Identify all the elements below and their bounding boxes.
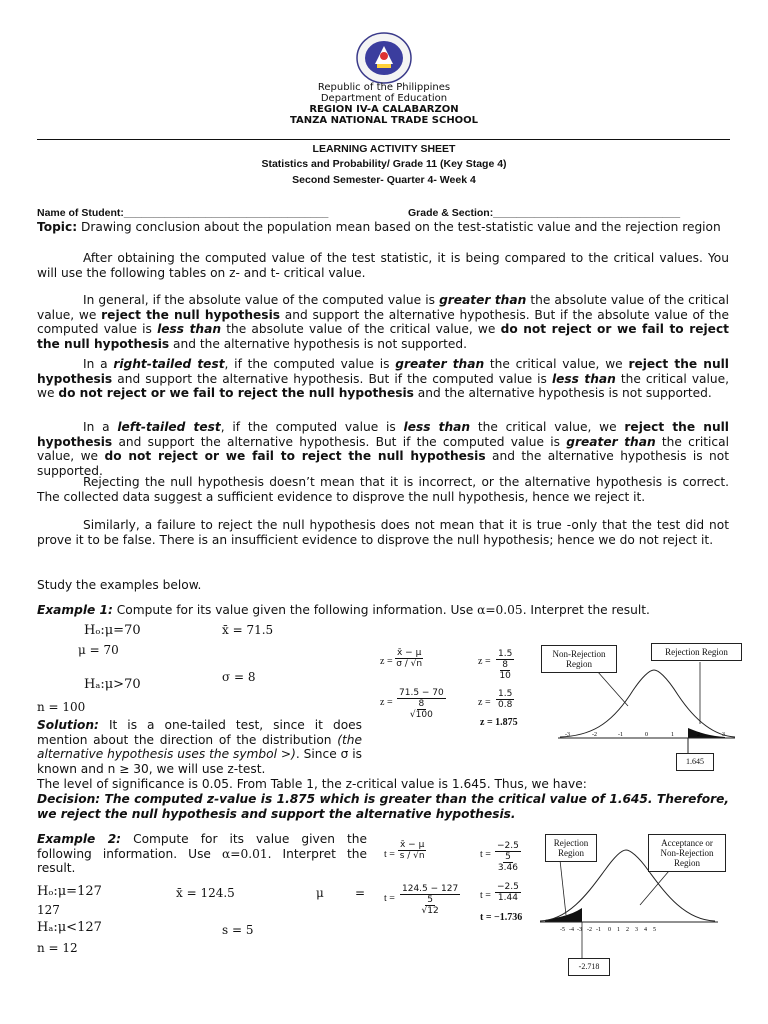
svg-text:0: 0	[645, 732, 648, 738]
svg-text:1: 1	[617, 927, 620, 933]
svg-text:1: 1	[671, 732, 674, 738]
example2-mu-symbol: μ	[316, 886, 324, 900]
ex1-formula-step1: $\frac{1.5}{\frac{8}{10}}$	[498, 649, 513, 681]
svg-text:3: 3	[722, 732, 725, 738]
ex1-z-label-4: z =	[478, 697, 491, 708]
example2-ha: Hₐ:μ<127	[37, 920, 102, 935]
svg-text:-1: -1	[596, 927, 601, 933]
ex2-t-label-3: t =	[480, 849, 491, 860]
ex2-t-label-1: t =	[384, 849, 395, 860]
deped-seal	[355, 32, 413, 84]
ex2-axis-ticks	[560, 927, 656, 933]
ex1-z-label-3: z =	[478, 656, 491, 667]
sheet-title: LEARNING ACTIVITY SHEET	[312, 143, 456, 155]
ex1-z-label-2: z =	[380, 697, 393, 708]
ex1-formula-substituted: $\frac{71.5 - 70}{\frac{8}{√100}}$	[399, 688, 444, 720]
example1-sigma: σ = 8	[222, 670, 256, 684]
svg-text:5: 5	[653, 927, 656, 933]
topic-text: Drawing conclusion about the population mean based on the test-statistic value and the rejection region	[77, 220, 721, 234]
intro-paragraph	[37, 251, 729, 280]
example2-prompt: Example 2: Compute for its value given the following information. Use α=0.01. Interpret the result.	[37, 832, 367, 875]
example1-ha: Hₐ:μ>70	[84, 677, 141, 692]
example1-n: n = 100	[37, 700, 86, 714]
example2-mu-value: 127	[37, 903, 60, 917]
sheet-quarter: Second Semester- Quarter 4- Week 4	[292, 174, 476, 186]
study-examples: Study the examples below.	[37, 578, 202, 592]
ex1-z-label-1: z =	[380, 656, 393, 667]
svg-text:-4: -4	[569, 927, 574, 933]
ex2-formula-general: $\frac{x̄ - \mu}{s / √n}$	[399, 840, 425, 861]
topic-paragraph	[37, 220, 729, 235]
example1-solution: Solution: It is a one-tailed test, since it does mention about the direction of the distribution (the alternative hypothesis uses the symbol >). Since σ is known and n ≥ 30, we will use z-test.	[37, 718, 362, 776]
svg-text:3: 3	[635, 927, 638, 933]
example1-prompt: Example 1: Compute for its value given the following information. Use α=0.05. Interpret the result.	[37, 603, 650, 617]
example2-h0: Hₒ:μ=127	[37, 884, 102, 899]
header-republic: Republic of the Philippines	[317, 82, 451, 93]
svg-text:-3: -3	[577, 927, 582, 933]
example2-mu-equals: =	[355, 886, 366, 900]
ex2-formula-step2: $\frac{-2.5}{1.44}$	[497, 882, 519, 903]
right-tailed-paragraph: In a right-tailed test, if the computed value is greater than the critical value, we reject the null hypothesis and support the alternative hypothesis. But if the computed value is less than the critical value, we do not reject or we fail to reject the null hypothesis and the alternative hypothesis is not supported.	[37, 357, 729, 400]
example2-xbar: x̄ = 124.5	[176, 886, 235, 900]
header-region: REGION IV-A CALABARZON	[309, 104, 459, 115]
svg-text:-5: -5	[560, 927, 565, 933]
header-department: Department of Education	[320, 93, 448, 104]
rejecting-paragraph: Rejecting the null hypothesis doesn’t mean that it is incorrect, or the alternative hypothesis is correct. The collected data suggest a sufficient evidence to disprove the null hypothesis, hence we reject it.	[37, 475, 729, 504]
failure-paragraph: Similarly, a failure to reject the null hypothesis does not mean that it is true -only that the test did not prove it to be false. There is an insufficient evidence to disprove the null hypothesis; hence we do not reject it.	[37, 518, 729, 547]
ex1-rejection-label: Rejection Region	[651, 643, 742, 661]
ex2-t-label-4: t =	[480, 890, 491, 901]
ex2-rejection-label: Rejection Region	[545, 834, 597, 862]
example1-mu: μ = 70	[78, 643, 119, 657]
example1-decision: Decision: The computed z-value is 1.875 which is greater than the critical value of 1.645. Therefore, we reject the null hypothesis and support the alternative hypothesis.	[37, 792, 729, 821]
ex2-formula-step1: $\frac{-2.5}{\frac{5}{3.46}}$	[497, 841, 519, 873]
header-school: TANZA NATIONAL TRADE SCHOOL	[289, 115, 479, 126]
svg-text:-2: -2	[587, 927, 592, 933]
ex1-result: z = 1.875	[480, 717, 518, 728]
ex2-formula-substituted: $\frac{124.5 - 127}{\frac{5}{√12}}$	[402, 884, 459, 916]
grade-section-field[interactable]: Grade & Section:________________________________	[408, 207, 681, 219]
svg-text:-2: -2	[592, 732, 597, 738]
ex2-acceptance-label: Acceptance or Non-Rejection Region	[648, 834, 726, 872]
svg-text:0: 0	[608, 927, 611, 933]
svg-text:-3: -3	[565, 732, 570, 738]
name-of-student-field[interactable]: Name of Student:___________________________________	[37, 207, 329, 219]
sheet-subject: Statistics and Probability/ Grade 11 (Key Stage 4)	[261, 158, 507, 170]
svg-text:2: 2	[626, 927, 629, 933]
header-divider	[37, 139, 730, 140]
ex2-critical-value: -2.718	[568, 958, 610, 976]
example1-xbar: x̄ = 71.5	[222, 623, 274, 637]
topic-label: Topic:	[37, 220, 78, 234]
example2-s: s = 5	[222, 923, 254, 937]
ex2-result: t = −1.736	[480, 912, 523, 923]
general-rule-paragraph: In general, if the absolute value of the computed value is greater than the absolute value of the critical value, we reject the null hypothesis and support the alternative hypothesis. But if the absolute value of the computed value is less than the absolute value of the critical value, we do not reject or we fail to reject the null hypothesis and the alternative hypothesis is not supported.	[37, 293, 729, 351]
ex1-formula-general: $\frac{x̄ - \mu}{\sigma / √n}$	[396, 648, 423, 669]
example2-n: n = 12	[37, 941, 78, 955]
svg-text:4: 4	[644, 927, 647, 933]
example1-h0: Hₒ:μ=70	[84, 623, 141, 638]
ex1-formula-step2: $\frac{1.5}{0.8}$	[498, 689, 513, 710]
ex1-nonrejection-label: Non-Rejection Region	[541, 645, 617, 673]
example1-significance: The level of significance is 0.05. From Table 1, the z-critical value is 1.645. Thus, we have:	[37, 777, 587, 791]
left-tailed-paragraph: In a left-tailed test, if the computed value is less than the critical value, we reject the null hypothesis and support the alternative hypothesis. But if the computed value is greater than the critical value, we do not reject or we fail to reject the null hypothesis and the alternative hypothesis is not supported.	[37, 420, 729, 478]
ex2-t-label-2: t =	[384, 893, 395, 904]
intro-text: After obtaining the computed value of the test statistic, it is being compared to the critical values. You will use the following tables on z- and t- critical value.	[37, 251, 729, 280]
svg-text:-1: -1	[618, 732, 623, 738]
ex1-critical-value: 1.645	[676, 753, 714, 771]
svg-text:2: 2	[697, 732, 700, 738]
